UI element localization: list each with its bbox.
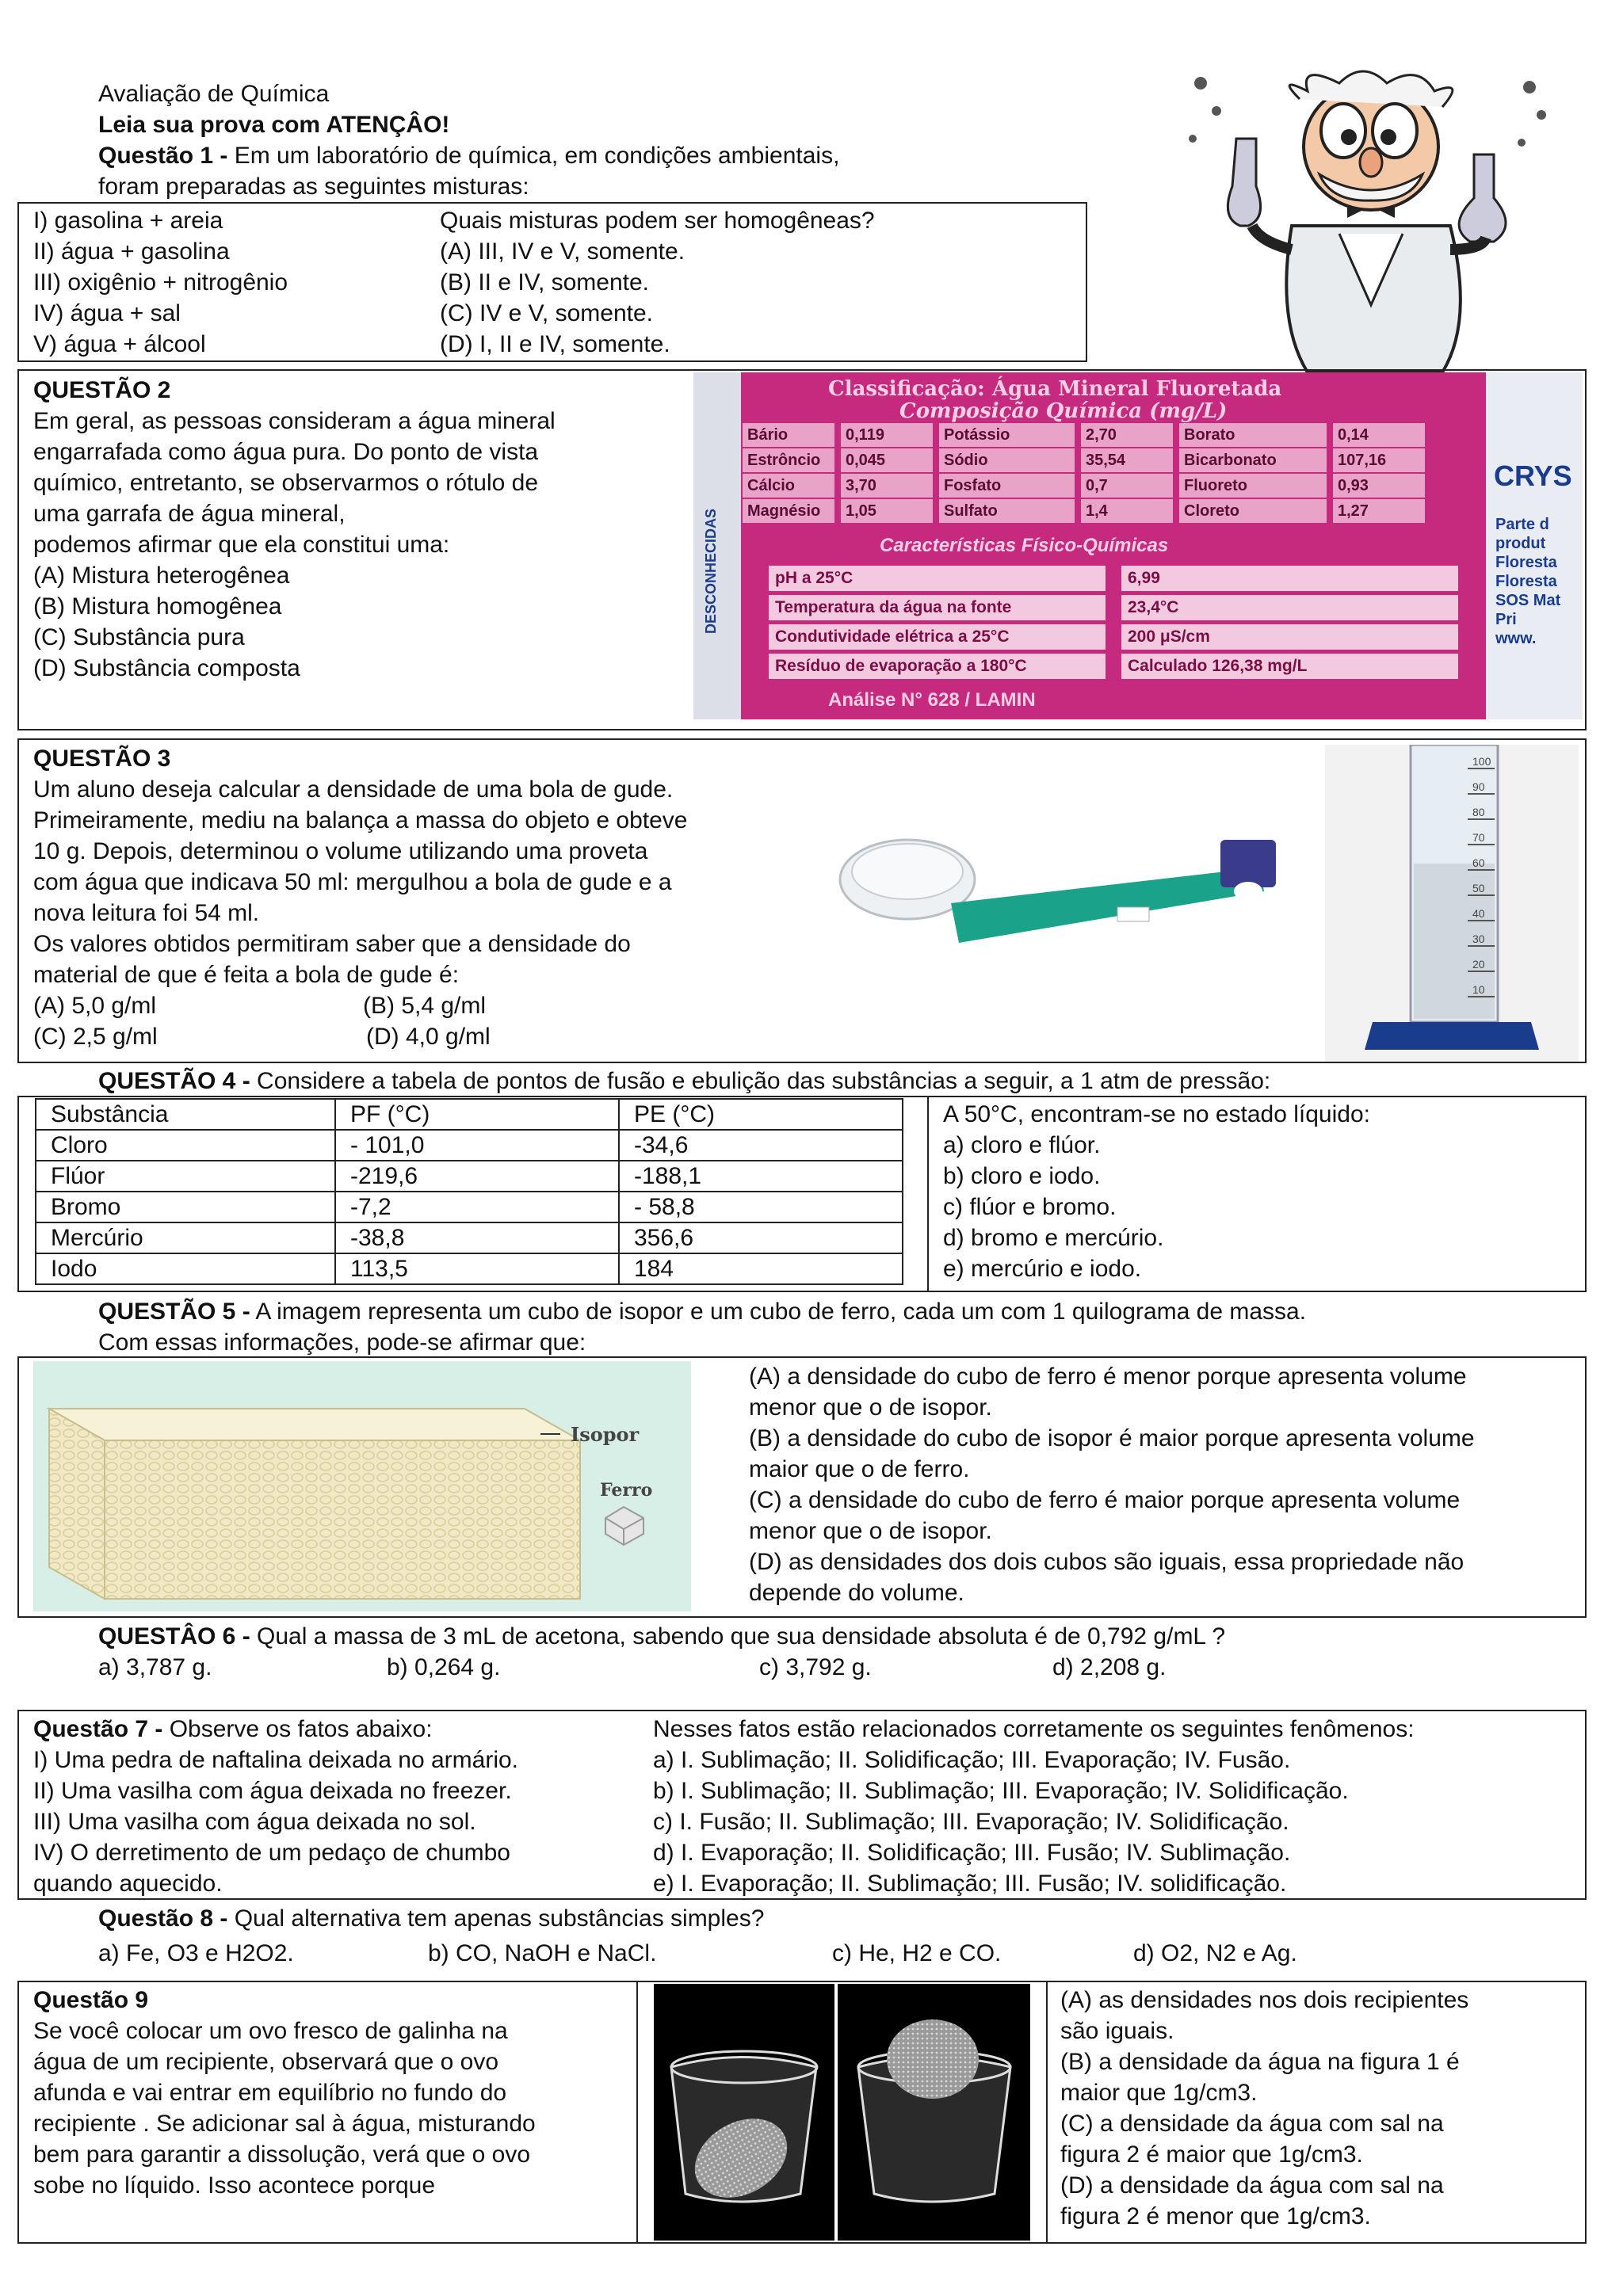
- label-composition-cell: Sódio: [939, 448, 1075, 472]
- label-property-row: [769, 624, 1474, 650]
- q7-heading: Questão 7 - Observe os fatos abaixo:: [33, 1716, 433, 1742]
- q3-option-a[interactable]: (A) 5,0 g/ml: [33, 993, 157, 1019]
- label-composition-cell: Potássio: [939, 423, 1075, 447]
- label-composition-cell: 107,16: [1333, 448, 1425, 472]
- q2-title: QUESTÃO 2: [33, 377, 171, 403]
- q4-table: [35, 1098, 903, 1285]
- q4-option-c[interactable]: c) flúor e bromo.: [943, 1194, 1117, 1220]
- q3-option-c[interactable]: (C) 2,5 g/ml: [33, 1024, 158, 1050]
- q2-option-d[interactable]: (D) Substância composta: [33, 655, 300, 681]
- q2-text: uma garrafa de água mineral,: [33, 501, 346, 527]
- q1-item: III) oxigênio + nitrogênio: [33, 269, 288, 296]
- mineral-water-label-image: [693, 372, 1583, 719]
- label-property-row: [769, 595, 1474, 620]
- cylinder-tick-label: 100: [1472, 755, 1491, 768]
- label-composition-cell: 35,54: [1081, 448, 1173, 472]
- label-property-row: [769, 654, 1474, 679]
- label-property-cell: 200 μS/cm: [1121, 624, 1458, 650]
- table-header-cell: PF (°C): [335, 1099, 619, 1130]
- label-composition-row: [743, 423, 1486, 447]
- label-composition-cell: 2,70: [1081, 423, 1173, 447]
- q5-option-d-cont: depende do volume.: [749, 1580, 964, 1606]
- q3-text: Primeiramente, mediu na balança a massa do objeto e obteve: [33, 807, 688, 833]
- table-header-row: [36, 1099, 903, 1130]
- q8-option-c[interactable]: c) He, H2 e CO.: [832, 1940, 1002, 1966]
- label-composition-cell: 1,05: [841, 499, 933, 523]
- isopor-ferro-image: [33, 1361, 691, 1611]
- table-cell: -219,6: [335, 1161, 619, 1192]
- q9-option-c[interactable]: (C) a densidade da água com sal na: [1060, 2111, 1444, 2137]
- q3-option-d[interactable]: (D) 4,0 g/ml: [366, 1024, 491, 1050]
- q5-option-a-cont: menor que o de isopor.: [749, 1394, 992, 1421]
- q1-question: Quais misturas podem ser homogêneas?: [440, 208, 875, 234]
- label-composition-cell: Borato: [1179, 423, 1327, 447]
- table-cell: Flúor: [36, 1161, 335, 1192]
- q8-option-d[interactable]: d) O2, N2 e Ag.: [1133, 1940, 1297, 1966]
- q5-option-c[interactable]: (C) a densidade do cubo de ferro é maior porque apresenta volume: [749, 1487, 1461, 1513]
- q4-option-e[interactable]: e) mercúrio e iodo.: [943, 1256, 1142, 1282]
- q4-option-a[interactable]: a) cloro e flúor.: [943, 1132, 1101, 1158]
- table-row: [36, 1222, 903, 1253]
- q7-option-e[interactable]: e) I. Evaporação; II. Sublimação; III. Fusão; IV. solidificação.: [653, 1871, 1287, 1897]
- q9-option-d-cont: figura 2 é menor que 1g/cm3.: [1060, 2203, 1371, 2229]
- table-cell: Cloro: [36, 1130, 335, 1161]
- q9-text: sobe no líquido. Isso acontece porque: [33, 2172, 436, 2199]
- label-side-text: Parte d produt Floresta Floresta SOS Mat Pri www.: [1495, 516, 1561, 647]
- q1-option-c[interactable]: (C) IV e V, somente.: [440, 300, 654, 326]
- cylinder-tick-label: 20: [1472, 958, 1485, 971]
- cylinder-tick-label: 80: [1472, 806, 1485, 818]
- q3-text: nova leitura foi 54 ml.: [33, 900, 260, 926]
- table-cell: - 101,0: [335, 1130, 619, 1161]
- q9-text: afunda e vai entrar em equilíbrio no fundo do: [33, 2080, 507, 2106]
- label-composition-row: [743, 499, 1486, 523]
- label-property-cell: 23,4°C: [1121, 595, 1458, 620]
- q8-heading: Questão 8 - Qual alternativa tem apenas substâncias simples?: [98, 1905, 765, 1932]
- table-cell: 184: [619, 1253, 903, 1284]
- q1-item: II) água + gasolina: [33, 238, 230, 265]
- q5-option-c-cont: menor que o de isopor.: [749, 1518, 992, 1544]
- q7-option-b[interactable]: b) I. Sublimação; II. Sublimação; III. Evaporação; IV. Solidificação.: [653, 1778, 1349, 1804]
- q9-title: Questão 9: [33, 1987, 149, 2013]
- label-composition-cell: 1,27: [1333, 499, 1425, 523]
- label-property-cell: Calculado 126,38 mg/L: [1121, 654, 1458, 679]
- q2-option-a[interactable]: (A) Mistura heterogênea: [33, 563, 290, 589]
- label-composition-row: [743, 474, 1486, 498]
- q3-text: Os valores obtidos permitiram saber que a densidade do: [33, 931, 631, 957]
- q9-text: água de um recipiente, observará que o ovo: [33, 2049, 499, 2075]
- table-row: [36, 1130, 903, 1161]
- q8-option-b[interactable]: b) CO, NaOH e NaCl.: [428, 1940, 657, 1966]
- label-subtitle: Composição Química (mg/L): [899, 399, 1228, 423]
- label-composition-cell: 0,119: [841, 423, 933, 447]
- table-row: [36, 1161, 903, 1192]
- q1-item: V) água + álcool: [33, 331, 206, 357]
- q5-option-d[interactable]: (D) as densidades dos dois cubos são iguais, essa propriedade não: [749, 1549, 1465, 1575]
- table-row: [36, 1253, 903, 1284]
- q7-fact: II) Uma vasilha com água deixada no freezer.: [33, 1778, 512, 1804]
- label-composition-cell: 1,4: [1081, 499, 1173, 523]
- table-header-cell: Substância: [36, 1099, 335, 1130]
- label-composition-cell: Fluoreto: [1179, 474, 1327, 498]
- label-property-row: [769, 566, 1474, 591]
- label-property-cell: Condutividade elétrica a 25°C: [769, 624, 1106, 650]
- q4-heading: QUESTÃO 4 - Considere a tabela de pontos de fusão e ebulição das substâncias a seguir, a 1 atm de pressão:: [98, 1068, 1271, 1094]
- q9-text: bem para garantir a dissolução, verá que o ovo: [33, 2142, 531, 2168]
- label-composition-cell: Estrôncio: [743, 448, 834, 472]
- label-composition-cell: Bicarbonato: [1179, 448, 1327, 472]
- q2-text: químico, entretanto, se observarmos o rótulo de: [33, 470, 539, 496]
- label-property-cell: 6,99: [1121, 566, 1458, 591]
- q7-option-c[interactable]: c) I. Fusão; II. Sublimação; III. Evaporação; IV. Solidificação.: [653, 1809, 1289, 1835]
- exam-title: Avaliação de Química: [98, 81, 330, 107]
- table-cell: Iodo: [36, 1253, 335, 1284]
- q9-option-a-cont: são iguais.: [1060, 2018, 1174, 2044]
- table-cell: 356,6: [619, 1222, 903, 1253]
- label-composition-cell: 0,045: [841, 448, 933, 472]
- q2-option-b[interactable]: (B) Mistura homogênea: [33, 593, 282, 620]
- table-cell: -38,8: [335, 1222, 619, 1253]
- table-header-cell: PE (°C): [619, 1099, 903, 1130]
- q9-option-a[interactable]: (A) as densidades nos dois recipientes: [1060, 1987, 1469, 2013]
- q9-option-c-cont: figura 2 é maior que 1g/cm3.: [1060, 2142, 1363, 2168]
- cylinder-tick-label: 70: [1472, 831, 1485, 844]
- q6-option-d[interactable]: d) 2,208 g.: [1052, 1654, 1167, 1680]
- q7-fact: IV) O derretimento de um pedaço de chumbo: [33, 1840, 510, 1866]
- table-cell: Mercúrio: [36, 1222, 335, 1253]
- q2-text: podemos afirmar que ela constitui uma:: [33, 532, 450, 558]
- q5-option-b-cont: maior que o de ferro.: [749, 1456, 970, 1482]
- q6-option-a[interactable]: a) 3,787 g.: [98, 1654, 212, 1680]
- q2-text: engarrafada como água pura. Do ponto de vista: [33, 439, 539, 465]
- label-composition-row: [743, 448, 1486, 472]
- q9-text: Se você colocar um ovo fresco de galinha na: [33, 2018, 508, 2044]
- q4-table-wrap: [35, 1098, 903, 1285]
- q7-option-d[interactable]: d) I. Evaporação; II. Solidificação; III. Fusão; IV. Sublimação.: [653, 1840, 1291, 1866]
- label-composition-cell: 3,70: [841, 474, 933, 498]
- q7-option-a[interactable]: a) I. Sublimação; II. Solidificação; III. Evaporação; IV. Fusão.: [653, 1747, 1291, 1773]
- table-cell: -188,1: [619, 1161, 903, 1192]
- q2-text: Em geral, as pessoas consideram a água mineral: [33, 408, 556, 434]
- q1-option-d[interactable]: (D) I, II e IV, somente.: [440, 331, 670, 357]
- q4-question: A 50°C, encontram-se no estado líquido:: [943, 1101, 1370, 1127]
- table-cell: -7,2: [335, 1192, 619, 1222]
- q9-text: recipiente . Se adicionar sal à água, misturando: [33, 2111, 536, 2137]
- cylinder-tick-label: 40: [1472, 907, 1485, 920]
- cylinder-tick-label: 30: [1472, 933, 1485, 945]
- q9-option-d[interactable]: (D) a densidade da água com sal na: [1060, 2172, 1444, 2199]
- table-cell: Bromo: [36, 1192, 335, 1222]
- q7-fact: I) Uma pedra de naftalina deixada no armário.: [33, 1747, 519, 1773]
- balance-scoop-image: [832, 792, 1308, 974]
- label-brand: CRYS: [1494, 460, 1572, 492]
- q7-fact: quando aquecido.: [33, 1871, 223, 1897]
- table-cell: - 58,8: [619, 1192, 903, 1222]
- scientist-illustration: [1181, 67, 1553, 372]
- label-composition-cell: Cálcio: [743, 474, 834, 498]
- q9-divider-left: [636, 1981, 638, 2244]
- label-property-cell: Temperatura da água na fonte: [769, 595, 1106, 620]
- ferro-label: Ferro: [600, 1480, 653, 1501]
- label-property-cell: Resíduo de evaporação a 180°C: [769, 654, 1106, 679]
- q6-heading: QUESTÂO 6 - Qual a massa de 3 mL de acetona, sabendo que sua densidade absoluta é de 0,792 g/mL ?: [98, 1623, 1226, 1650]
- q5-heading: QUESTÃO 5 - A imagem representa um cubo de isopor e um cubo de ferro, cada um com 1 quilograma de massa.: [98, 1299, 1307, 1325]
- graduated-cylinder-image: [1325, 745, 1579, 1062]
- label-property-cell: pH a 25°C: [769, 566, 1106, 591]
- exam-warning: Leia sua prova com ATENÇÂO!: [98, 112, 450, 138]
- label-composition-cell: Cloreto: [1179, 499, 1327, 523]
- cylinder-tick-label: 90: [1472, 780, 1485, 793]
- q3-text: Um aluno deseja calcular a densidade de uma bola de gude.: [33, 776, 674, 803]
- q3-text: com água que indicava 50 ml: mergulhou a bola de gude e a: [33, 869, 672, 895]
- label-composition-cell: Bário: [743, 423, 834, 447]
- cylinder-tick-label: 60: [1472, 856, 1485, 869]
- label-composition-cell: 0,14: [1333, 423, 1425, 447]
- q3-text: 10 g. Depois, determinou o volume utilizando uma proveta: [33, 838, 648, 864]
- q7-question: Nesses fatos estão relacionados corretamente os seguintes fenômenos:: [653, 1716, 1415, 1742]
- label-title: Classificação: Água Mineral Fluoretada: [828, 377, 1282, 401]
- label-composition-cell: 0,93: [1333, 474, 1425, 498]
- q4-option-d[interactable]: d) bromo e mercúrio.: [943, 1225, 1164, 1251]
- q1-item: IV) água + sal: [33, 300, 181, 326]
- q7-fact: III) Uma vasilha com água deixada no sol.: [33, 1809, 476, 1835]
- q5-heading-line2: Com essas informações, pode-se afirmar que:: [98, 1329, 586, 1356]
- q1-heading: Questão 1 - Em um laboratório de química, em condições ambientais,: [98, 143, 840, 169]
- cylinder-tick-label: 10: [1472, 983, 1485, 996]
- cylinder-tick-label: 50: [1472, 882, 1485, 894]
- q4-option-b[interactable]: b) cloro e iodo.: [943, 1163, 1101, 1189]
- q5-option-b[interactable]: (B) a densidade do cubo de isopor é maior porque apresenta volume: [749, 1425, 1475, 1451]
- isopor-label: Isopor: [571, 1423, 640, 1446]
- q5-option-a[interactable]: (A) a densidade do cubo de ferro é menor porque apresenta volume: [749, 1363, 1467, 1390]
- q6-option-c[interactable]: c) 3,792 g.: [759, 1654, 872, 1680]
- q3-option-b[interactable]: (B) 5,4 g/ml: [363, 993, 487, 1019]
- label-section: Características Físico-Químicas: [880, 535, 1169, 556]
- label-composition-cell: Magnésio: [743, 499, 834, 523]
- q8-option-a[interactable]: a) Fe, O3 e H2O2.: [98, 1940, 294, 1966]
- table-row: [36, 1192, 903, 1222]
- label-side-code: DESCONHECIDAS: [703, 508, 719, 634]
- q4-divider: [927, 1096, 929, 1292]
- q9-divider-right: [1046, 1981, 1048, 2244]
- q1-option-b[interactable]: (B) II e IV, somente.: [440, 269, 650, 296]
- q1-option-a[interactable]: (A) III, IV e V, somente.: [440, 238, 685, 265]
- table-cell: -34,6: [619, 1130, 903, 1161]
- table-cell: 113,5: [335, 1253, 619, 1284]
- q1-heading-line2: foram preparadas as seguintes misturas:: [98, 174, 529, 200]
- q3-title: QUESTÃO 3: [33, 746, 171, 772]
- q6-option-b[interactable]: b) 0,264 g.: [387, 1654, 501, 1680]
- q3-text: material de que é feita a bola de gude é:: [33, 962, 460, 988]
- label-composition-cell: Fosfato: [939, 474, 1075, 498]
- label-composition-cell: Sulfato: [939, 499, 1075, 523]
- egg-beakers-image: [654, 1984, 1030, 2241]
- label-footer: Análise N° 628 / LAMIN: [828, 689, 1036, 711]
- q1-item: I) gasolina + areia: [33, 208, 223, 234]
- q9-option-b-cont: maior que 1g/cm3.: [1060, 2080, 1258, 2106]
- q2-option-c[interactable]: (C) Substância pura: [33, 624, 245, 650]
- q9-option-b[interactable]: (B) a densidade da água na figura 1 é: [1060, 2049, 1460, 2075]
- label-composition-cell: 0,7: [1081, 474, 1173, 498]
